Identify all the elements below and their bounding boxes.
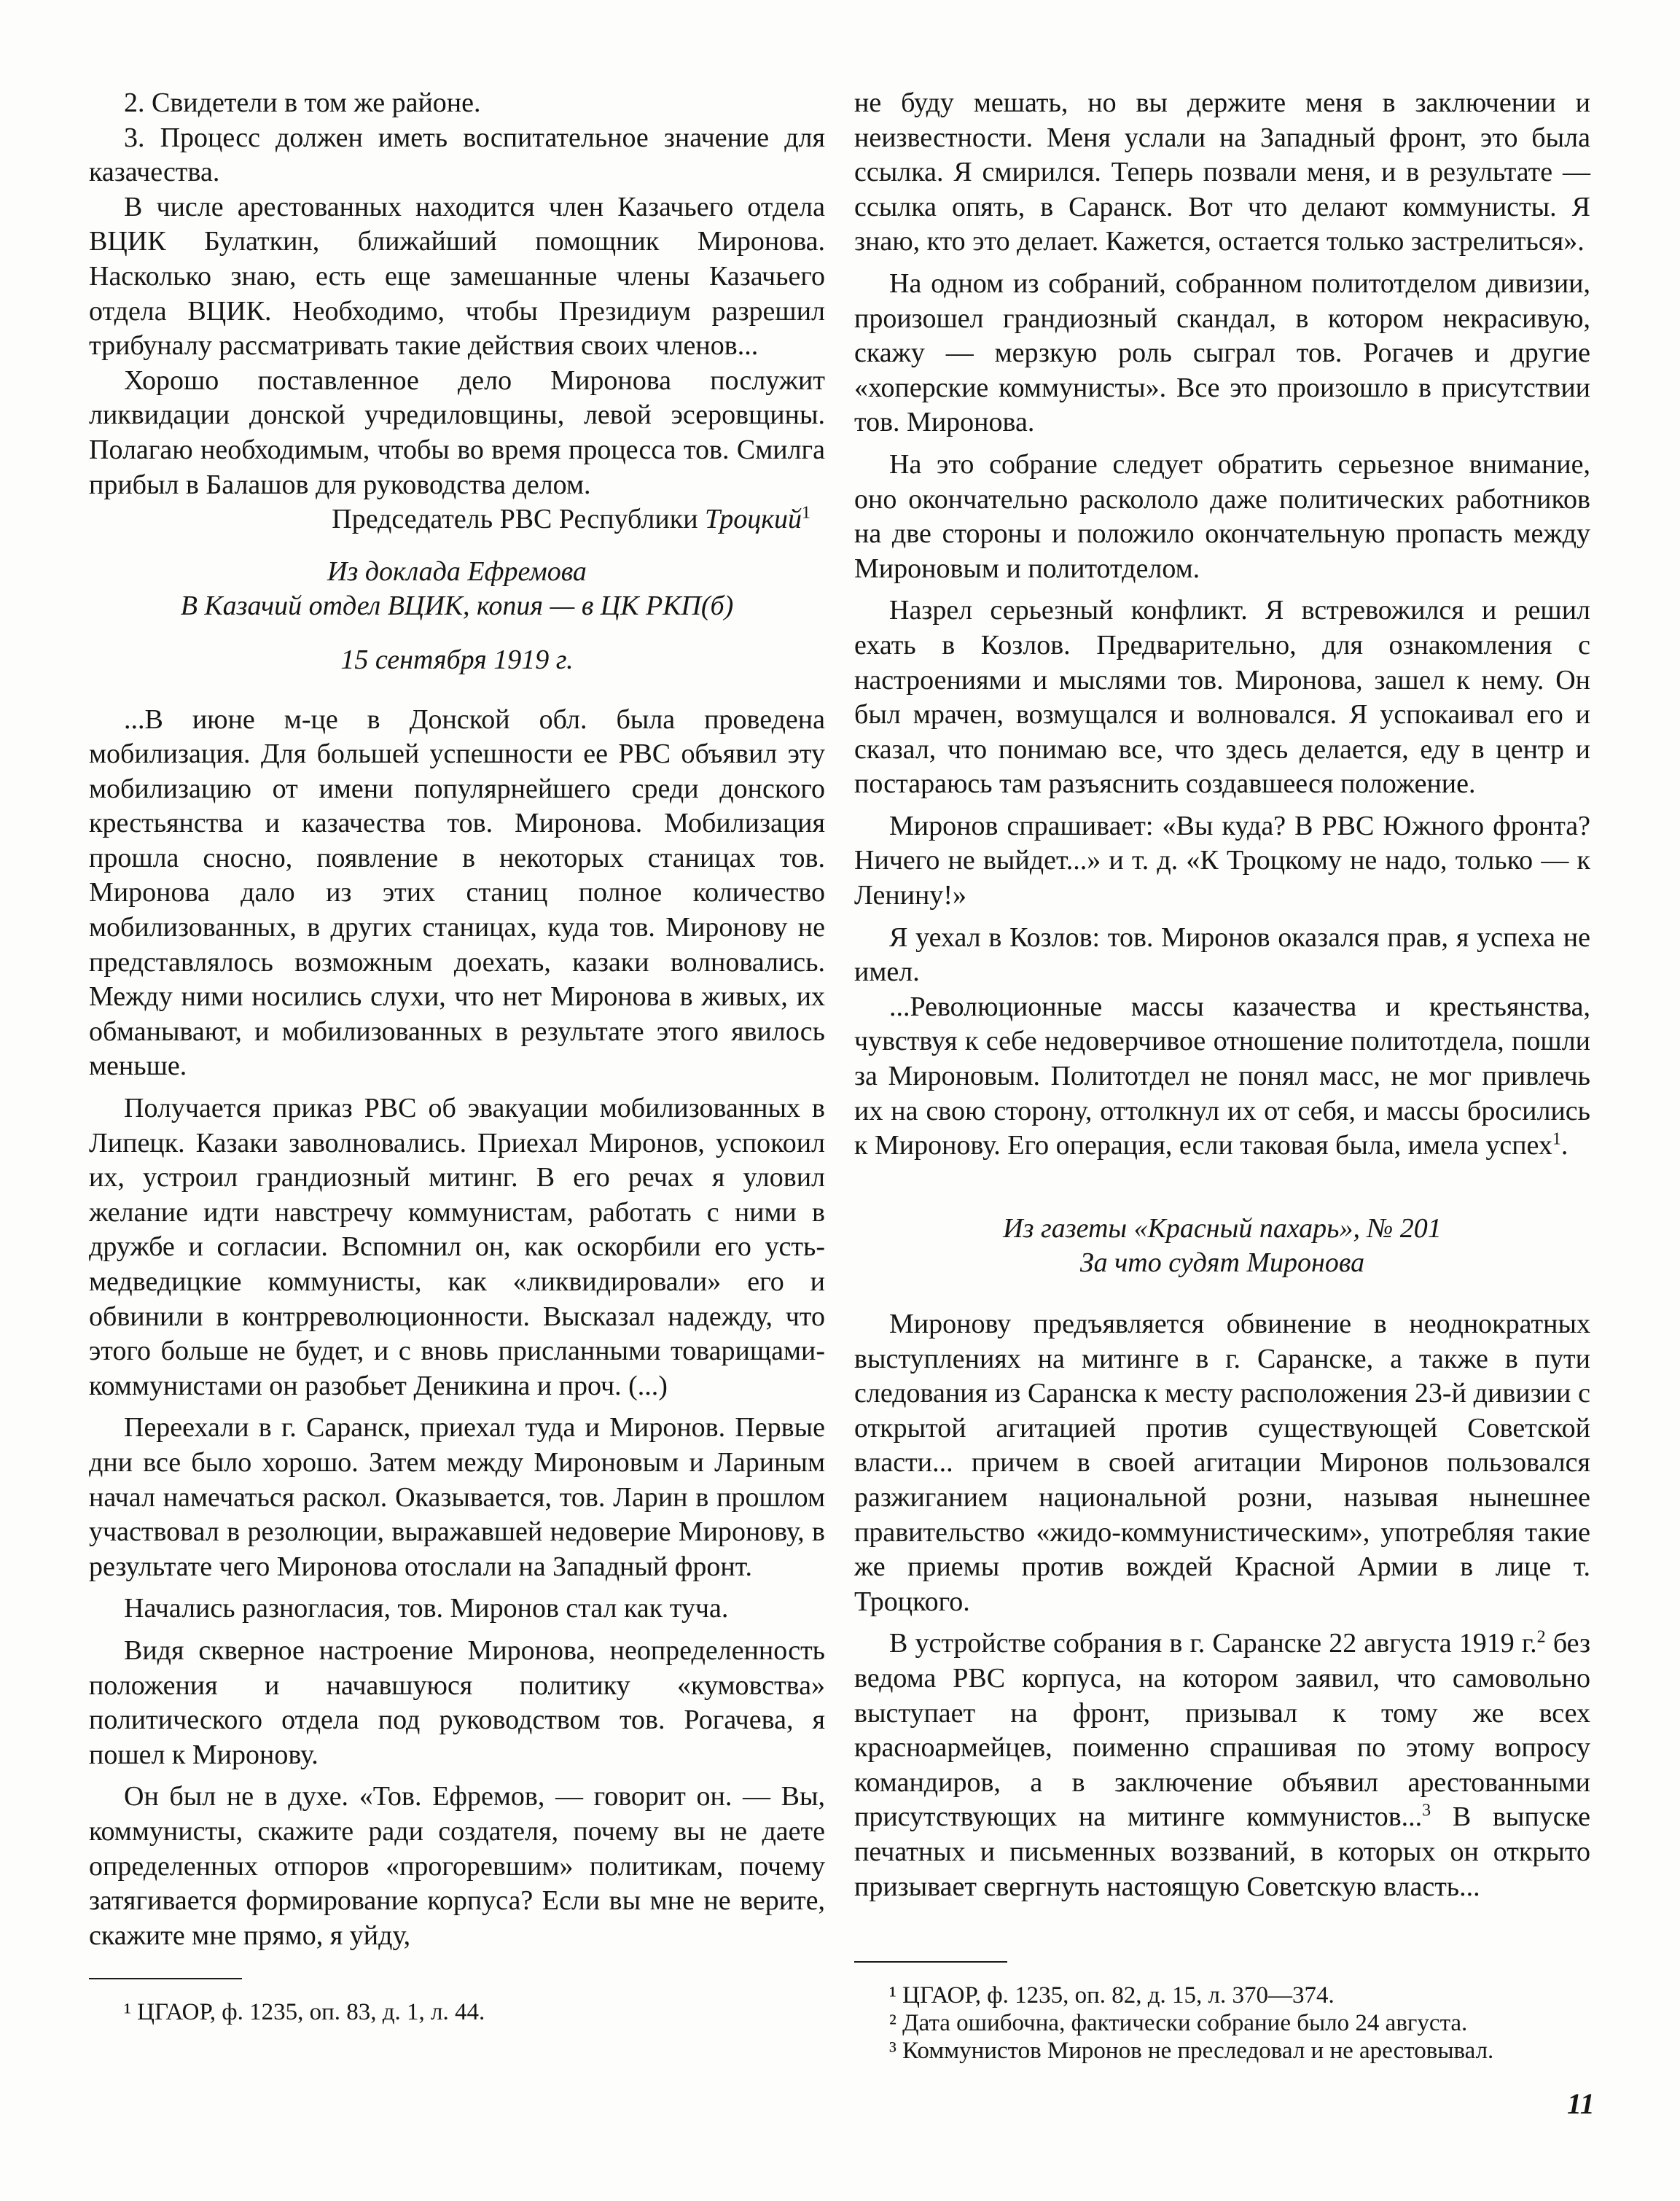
section-heading: Из доклада Ефремова xyxy=(327,556,587,587)
section-subheading: В Казачий отдел ВЦИК, копия — в ЦК РКП(б) xyxy=(180,591,734,622)
signature xyxy=(89,502,825,537)
paragraph: ...Революционные массы казачества и крестьянства, чувствуя к себе недоверчивое отношение политотдела, пошли за Мироновым. Политотдел не понял масс, не мог привлечь их на свою сторону, оттолкнул их от себя, и массы бросились к Миронову. Его операция, если таковая была, имела успех$^1$. xyxy=(854,991,1590,1161)
section-heading: Из газеты «Красный пахарь», № 201 xyxy=(1003,1212,1442,1244)
paragraph: Получается приказ РВС об эвакуации мобилизованных в Липецк. Казаки заволновались. Приехал Миронов, успокоил их, устроил грандиозный митинг. В его речах я уловил желание идти навстречу коммунистам, работать с ними в дружбе и согласии. Вспомнил он, как оскорбили его усть-медведицкие коммунисты, как «ликвидировали» его и обвинили в контрреволюционности. Высказал надежду, что этого больше не будет, и с вновь присланными товарищами-коммунистами он разобьет Деникина и проч. (...) xyxy=(89,1093,825,1401)
footnote-divider xyxy=(854,1961,1007,1963)
footnote-ref: 1 xyxy=(1552,1129,1561,1149)
paragraph-text: без ведома РВС корпуса, на котором заявил, что самовольно выступает на фронт, призывал к тому же всех красноармейцев, поименно спрашивая по этому вопросу командиров, а в заключение объявил арестованными присутствующих на митинге коммунистов... xyxy=(854,1628,1590,1833)
paragraph-text: ...Революционные массы казачества и крестьянства, чувствуя к себе недоверчивое отношение политотдела, пошли за Мироновым. Политотдел не понял масс, не мог привлечь их на свою сторону, оттолкнул их от себя, и массы бросились к Миронову. Его операция, если таковая была, имела успех xyxy=(854,991,1590,1161)
paragraph: Миронову предъявляется обвинение в неоднократных выступлениях на митинге в г. Саранске, а также в пути следования из Саранска к месту расположения 23-й дивизии с открытой агитацией против существующей Советской власти... причем в своей агитации Миронов пользовался разжиганием национальной розни, называя нынешнее правительство «жидо-коммунистическим», употребляя такие же приемы против вождей Красной Армии в лице т. Троцкого. xyxy=(854,1309,1590,1617)
left-column xyxy=(89,86,825,2026)
paragraph: Хорошо поставленное дело Миронова послужит ликвидации донской учредиловщины, левой эсеровщины. Полагаю необходимым, чтобы во время процесса тов. Смилга прибыл в Балашов для руководства делом. xyxy=(89,365,825,500)
footnote: ¹ ЦГАОР, ф. 1235, оп. 82, д. 15, л. 370—374. xyxy=(889,1982,1335,2009)
footnote: ² Дата ошибочна, фактически собрание было 24 августа. xyxy=(889,2010,1468,2037)
footnote-divider xyxy=(89,1978,242,1979)
paragraph: не буду мешать, но вы держите меня в заключении и неизвестности. Меня услали на Западный фронт, это была ссылка. Я смирился. Теперь позвали меня, и в результате — ссылка опять, в Саранск. Вот что делают коммунисты. Я знаю, кто это делает. Кажется, остается только застрелиться». xyxy=(854,87,1590,257)
paragraph: Видя скверное настроение Миронова, неопределенность положения и начавшуюся политику «кумовства» политического отдела под руководством тов. Рогачева, я пошел к Миронову. xyxy=(89,1635,825,1770)
signature-name: Троцкий xyxy=(705,504,802,535)
section-subheading: За что судят Миронова xyxy=(1079,1247,1365,1279)
paragraph xyxy=(854,1627,1590,1904)
footnote-ref: 3 xyxy=(1422,1801,1431,1820)
paragraph: ...В июне м-це в Донской обл. была проведена мобилизация. Для большей успешности ее РВС объявил эту мобилизацию от имени популярнейшего среди донского крестьянства и казачества тов. Миронова. Мобилизация прошла сносно, появление в некоторых станицах тов. Миронова дало из этих станиц полное количество мобилизованных, в других станицах, куда тов. Миронову не представлялось возможным доехать, казаки волновались. Между ними носились слухи, что нет Миронова в живых, их обманывают, и мобилизованных в результате этого явилось меньше. xyxy=(89,704,825,1082)
paragraph: Начались разногласия, тов. Миронов стал как туча. xyxy=(124,1593,729,1624)
paragraph: На это собрание следует обратить серьезное внимание, оно окончательно раскололо даже политических работников на две стороны и положило окончательную пропасть между Мироновым и политотделом. xyxy=(854,448,1590,584)
paragraph: Назрел серьезный конфликт. Я встревожился и решил ехать в Козлов. Предварительно, для ознакомления с настроениями и мыслями тов. Миронова, зашел к нему. Он был мрачен, возмущался и волновался. Я успокаивал его и сказал, что понимаю все, что здесь делается, еду в центр и постараюсь там разъяснить создавшееся положение. xyxy=(854,595,1590,800)
paragraph: 3. Процесс должен иметь воспитательное значение для казачества. xyxy=(89,122,825,188)
footnote-ref: 1 xyxy=(802,503,810,523)
footnote: ¹ ЦГАОР, ф. 1235, оп. 83, д. 1, л. 44. xyxy=(124,1999,485,2026)
paragraph: Миронов спрашивает: «Вы куда? В РВС Южного фронта? Ничего не выйдет...» и т. д. «К Троцкому не надо, только — к Ленину!» xyxy=(854,810,1590,911)
paragraph-text: В устройстве собрания в г. Саранске 22 августа 1919 г. xyxy=(889,1628,1537,1659)
page-number: 11 xyxy=(1567,2087,1595,2120)
paragraph: 2. Свидетели в том же районе. xyxy=(124,87,481,118)
paragraph: На одном из собраний, собранном политотделом дивизии, произошел грандиозный скандал, в котором некрасивую, скажу — мерзкую роль сыграл тов. Рогачев и другие «хоперские коммунисты». Все это произошло в присутствии тов. Миронова. xyxy=(854,268,1590,438)
section-date: 15 сентября 1919 г. xyxy=(340,644,574,675)
footnote-ref: 2 xyxy=(1536,1627,1546,1647)
footnote: ³ Коммунистов Миронов не преследовал и не арестовывал. xyxy=(889,2038,1494,2065)
paragraph: Переехали в г. Саранск, приехал туда и Миронов. Первые дни все было хорошо. Затем между Мироновым и Лариным начал намечаться раскол. Оказывается, тов. Ларин в прошлом участвовал в резолюции, выражавшей недоверие Миронову, в результате чего Миронова отослали на Западный фронт. xyxy=(89,1412,825,1582)
paragraph: Я уехал в Козлов: тов. Миронов оказался прав, я успеха не имел. xyxy=(854,922,1590,988)
paragraph: Он был не в духе. «Тов. Ефремов, — говорит он. — Вы, коммунисты, скажите ради создателя, почему вы не даете определенных отпоров «прогоревшим» политикам, почему затягивается формирование корпуса? Если вы мне не верите, скажите мне прямо, я уйду, xyxy=(89,1781,825,1951)
paragraph-text: В выпуске печатных и письменных воззваний, в которых он открыто призывает свергнуть настоящую Советскую власть... xyxy=(854,1801,1591,1902)
right-column xyxy=(854,86,1590,2065)
paragraph: В числе арестованных находится член Казачьего отдела ВЦИК Булаткин, ближайший помощник Миронова. Насколько знаю, есть еще замешанные члены Казачьего отдела ВЦИК. Необходимо, чтобы Президиум разрешил трибуналу рассматривать такие действия своих членов... xyxy=(89,191,825,362)
signature-title: Председатель РВС Республики xyxy=(332,504,698,535)
